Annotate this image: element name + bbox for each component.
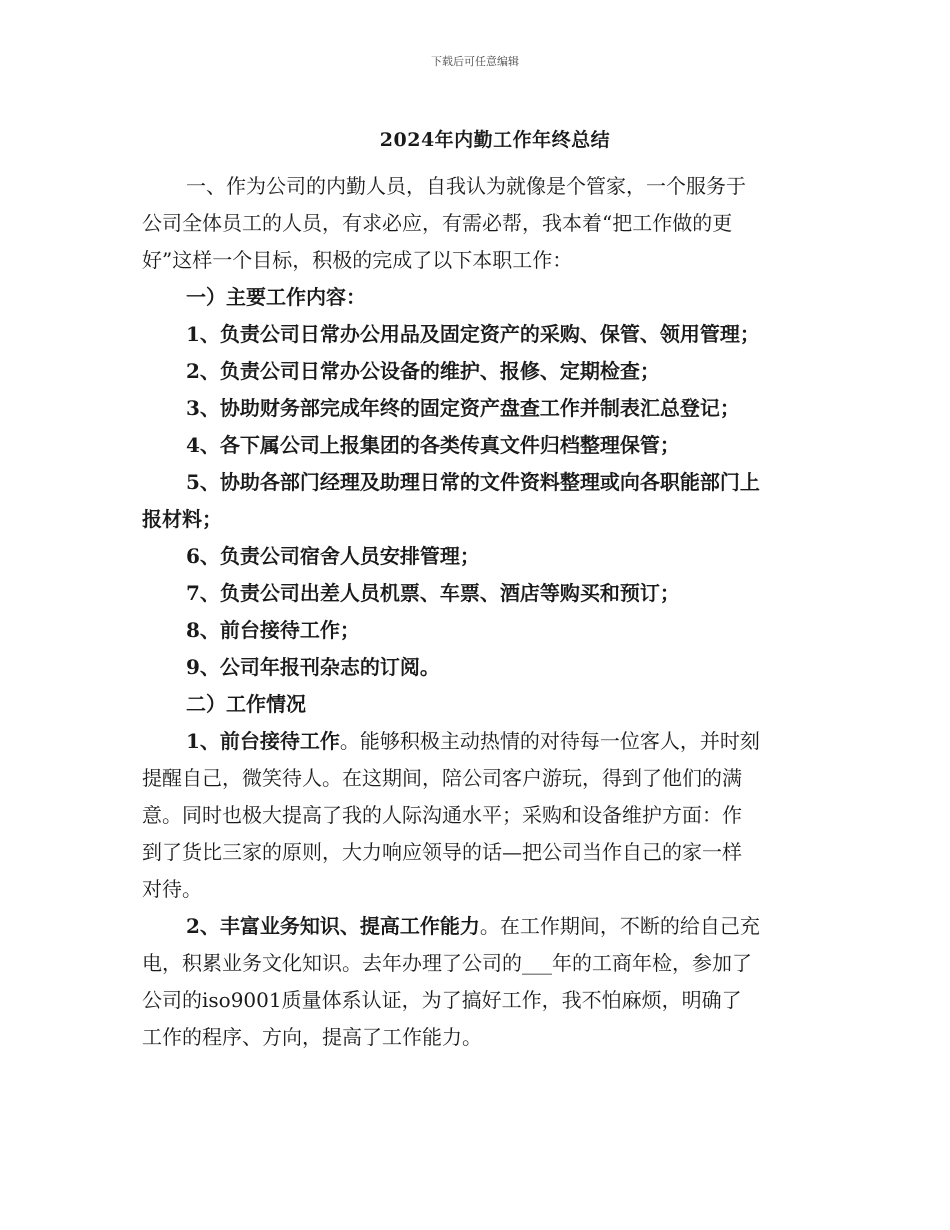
paragraph-text: 。能够积极主动热情的对待每一位客人，并时刻 xyxy=(339,729,760,753)
list-item: 2、负责公司日常办公设备的维护、报修、定期检查； xyxy=(186,359,660,383)
list-item: 5、协助各部门经理及助理日常的文件资料整理或向各职能部门上 xyxy=(186,470,760,494)
list-item: 9、公司年报刊杂志的订阅。 xyxy=(186,655,440,679)
list-item: 1、负责公司日常办公用品及固定资产的采购、保管、领用管理； xyxy=(186,322,760,346)
document-body xyxy=(142,168,812,1056)
list-item: 3、协助财务部完成年终的固定资产盘查工作并制表汇总登记； xyxy=(186,396,740,420)
intro-line: 公司全体员工的人员，有求必应，有需必帮，我本着“把工作做的更 xyxy=(142,211,733,235)
paragraph-line: 意。同时也极大提高了我的人际沟通水平；采购和设备维护方面：作 xyxy=(142,803,742,827)
list-item: 6、负责公司宿舍人员安排管理； xyxy=(186,544,480,568)
paragraph-line: 对待。 xyxy=(142,877,202,901)
paragraph-text: 。在工作期间，不断的给自己充 xyxy=(479,914,760,938)
list-item-continuation: 报材料； xyxy=(142,507,222,531)
section-heading: 二）工作情况 xyxy=(186,692,306,716)
paragraph-first-line xyxy=(142,908,812,945)
paragraph-line: 工作的程序、方向，提高了工作能力。 xyxy=(142,1025,482,1049)
paragraph-line: 公司的iso9001质量体系认证，为了搞好工作，我不怕麻烦，明确了 xyxy=(142,988,742,1012)
paragraph-first-line xyxy=(142,723,812,760)
paragraph-line: 到了货比三家的原则，大力响应领导的话—把公司当作自己的家一样 xyxy=(142,840,742,864)
list-item: 7、负责公司出差人员机票、车票、酒店等购买和预订； xyxy=(186,581,680,605)
paragraph-lead: 1、前台接待工作 xyxy=(186,729,340,753)
document-title: 2024年内勤工作年终总结 xyxy=(379,129,611,151)
paragraph-line: 提醒自己，微笑待人。在这期间，陪公司客户游玩，得到了他们的满 xyxy=(142,766,742,790)
paragraph-lead: 2、丰富业务知识、提高工作能力 xyxy=(186,914,480,938)
section-heading: 一）主要工作内容： xyxy=(186,285,366,309)
paragraph-line: 电，积累业务文化知识。去年办理了公司的___年的工商年检，参加了 xyxy=(142,951,752,975)
page-header: 下载后可任意编辑 xyxy=(431,55,519,68)
list-item: 4、各下属公司上报集团的各类传真文件归档整理保管； xyxy=(186,433,680,457)
list-item: 8、前台接待工作； xyxy=(186,618,360,642)
intro-line: 好”这样一个目标，积极的完成了以下本职工作： xyxy=(142,248,573,272)
intro-line: 一、作为公司的内勤人员，自我认为就像是个管家，一个服务于 xyxy=(186,174,746,198)
